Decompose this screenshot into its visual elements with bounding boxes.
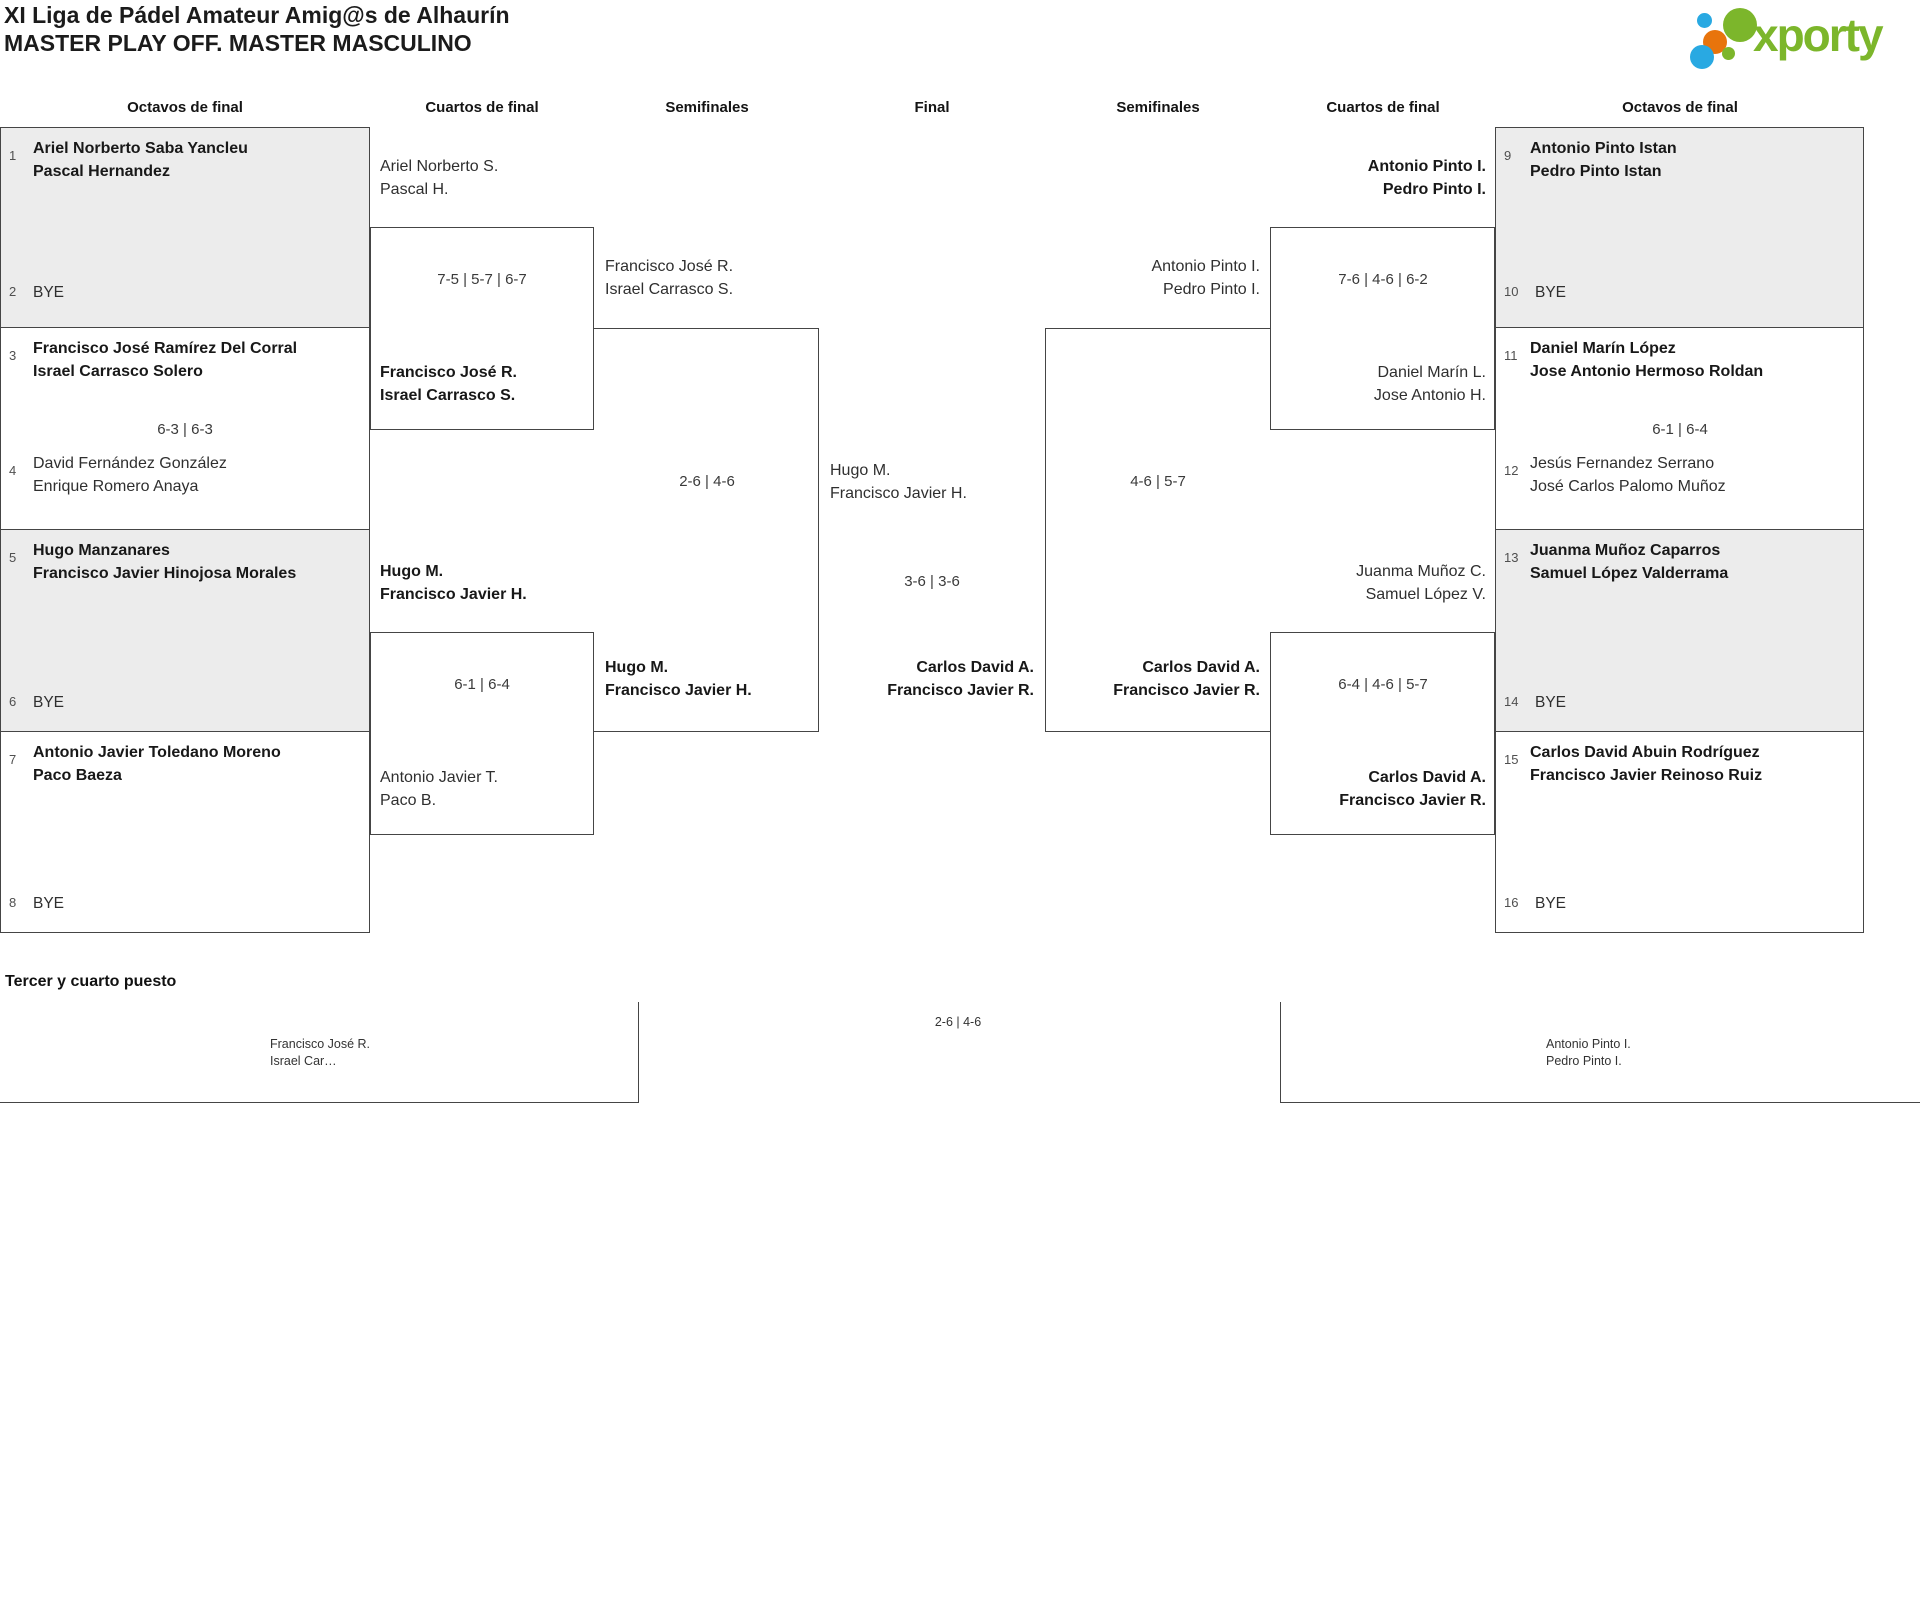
- seed-number: 4: [9, 463, 17, 478]
- round-header-octavos-right: Octavos de final: [1622, 99, 1738, 116]
- team-entry: David Fernández González Enrique Romero Anaya: [33, 455, 227, 495]
- team-entry: Jesús Fernandez Serrano José Carlos Palomo Muñoz: [1530, 455, 1726, 495]
- round-header-cuartos-left: Cuartos de final: [425, 99, 539, 116]
- seed-number: 3: [9, 348, 17, 363]
- team-entry: Francisco José R. Israel Carrasco S.: [605, 258, 734, 298]
- third-place-heading: Tercer y cuarto puesto: [5, 973, 177, 990]
- seed-number: 14: [1504, 694, 1519, 709]
- logo-wordmark: xporty: [1753, 9, 1882, 61]
- round-header-semifinales-right: Semifinales: [1116, 99, 1200, 116]
- seed-number: 2: [9, 284, 17, 299]
- match-score: 7-6 | 4-6 | 6-2: [1338, 271, 1428, 288]
- match-score: 7-5 | 5-7 | 6-7: [437, 271, 527, 288]
- match-score: 2-6 | 4-6: [679, 473, 735, 490]
- seed-number: 5: [9, 550, 17, 565]
- bye-label: BYE: [33, 895, 65, 912]
- team-entry: Daniel Marín López Jose Antonio Hermoso Roldan: [1530, 340, 1764, 380]
- team-entry: Daniel Marín L. Jose Antonio H.: [1373, 364, 1486, 404]
- seed-number: 16: [1504, 895, 1519, 910]
- bye-label: BYE: [1535, 694, 1567, 711]
- match-score: 3-6 | 3-6: [904, 573, 960, 590]
- team-entry: Carlos David Abuin Rodríguez Francisco Javier Reinoso Ruiz: [1530, 744, 1763, 784]
- team-entry: Hugo M. Francisco Javier H.: [605, 659, 752, 699]
- team-entry: Ariel Norberto Saba Yancleu Pascal Hernandez: [33, 140, 248, 180]
- logo-dot-green-small: [1722, 47, 1735, 60]
- logo-dot-green-large: [1723, 8, 1757, 42]
- match-score: 6-1 | 6-4: [1652, 421, 1708, 438]
- team-entry: Antonio Pinto I. Pedro Pinto I.: [1546, 1037, 1631, 1068]
- round-header-octavos-left: Octavos de final: [127, 99, 243, 116]
- round-header-semifinales-left: Semifinales: [665, 99, 749, 116]
- bye-label: BYE: [33, 284, 65, 301]
- team-entry: Carlos David A. Francisco Javier R.: [887, 659, 1034, 699]
- bye-label: BYE: [33, 694, 65, 711]
- team-entry: Antonio Javier T. Paco B.: [380, 769, 498, 809]
- seed-number: 10: [1504, 284, 1519, 299]
- team-entry: Ariel Norberto S. Pascal H.: [380, 158, 499, 198]
- seed-number: 1: [9, 148, 17, 163]
- seed-number: 8: [9, 895, 17, 910]
- team-entry: Francisco José R. Israel Carrasco S.: [380, 364, 517, 404]
- bye-label: BYE: [1535, 895, 1567, 912]
- team-entry: Antonio Javier Toledano Moreno Paco Baeza: [33, 744, 281, 784]
- logo-dot-blue-large: [1690, 45, 1714, 69]
- team-entry: Francisco José R. Israel Car…: [270, 1037, 371, 1068]
- page-title: XI Liga de Pádel Amateur Amig@s de Alhaurín: [4, 2, 510, 28]
- team-entry: Hugo M. Francisco Javier H.: [380, 563, 527, 603]
- match-score: 6-1 | 6-4: [454, 676, 510, 693]
- team-entry: Carlos David A. Francisco Javier R.: [1339, 769, 1486, 809]
- team-entry: Antonio Pinto Istan Pedro Pinto Istan: [1530, 140, 1677, 180]
- team-entry: Francisco José Ramírez Del Corral Israel Carrasco Solero: [33, 340, 298, 380]
- page-subtitle: MASTER PLAY OFF. MASTER MASCULINO: [4, 30, 472, 56]
- match-score: 6-3 | 6-3: [157, 421, 213, 438]
- team-entry: Antonio Pinto I. Pedro Pinto I.: [1151, 258, 1260, 298]
- seed-number: 15: [1504, 752, 1519, 767]
- seed-number: 6: [9, 694, 17, 709]
- seed-number: 12: [1504, 463, 1519, 478]
- team-entry: Hugo M. Francisco Javier H.: [830, 462, 967, 502]
- match-score: 4-6 | 5-7: [1130, 473, 1186, 490]
- match-score: 6-4 | 4-6 | 5-7: [1338, 676, 1428, 693]
- seed-number: 13: [1504, 550, 1519, 565]
- team-entry: Carlos David A. Francisco Javier R.: [1113, 659, 1260, 699]
- team-entry: Hugo Manzanares Francisco Javier Hinojosa Morales: [33, 542, 297, 582]
- logo-dot-blue-small: [1697, 13, 1712, 28]
- round-header-final: Final: [914, 99, 950, 116]
- team-entry: Antonio Pinto I. Pedro Pinto I.: [1367, 158, 1486, 198]
- seed-number: 11: [1504, 348, 1518, 363]
- seed-number: 7: [9, 752, 17, 767]
- round-header-cuartos-right: Cuartos de final: [1326, 99, 1440, 116]
- bye-label: BYE: [1535, 284, 1567, 301]
- seed-number: 9: [1504, 148, 1512, 163]
- match-score: 2-6 | 4-6: [934, 1015, 982, 1029]
- team-entry: Juanma Muñoz Caparros Samuel López Valderrama: [1530, 542, 1729, 582]
- team-entry: Juanma Muñoz C. Samuel López V.: [1356, 563, 1486, 603]
